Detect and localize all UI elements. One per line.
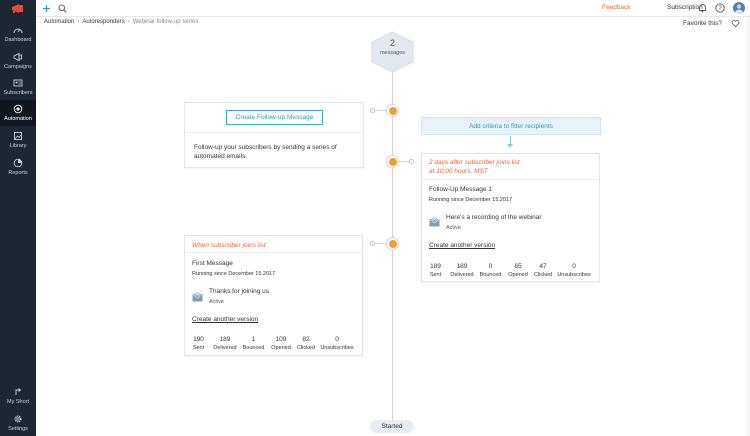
stat-label: Clicked — [296, 345, 316, 351]
message-active-badge: Active — [446, 225, 461, 231]
heart-icon[interactable] — [731, 19, 740, 28]
connector-ring — [370, 241, 375, 246]
stat-label: Opened — [271, 345, 291, 351]
stat-label: Sent — [192, 345, 205, 351]
create-followup-button[interactable]: Create Follow-up Message — [226, 110, 323, 125]
svg-text:?: ? — [718, 6, 722, 13]
message-status: Running since December 15,2017 — [429, 197, 513, 203]
stat-number: 82 — [302, 336, 310, 343]
breadcrumb-autoresponders[interactable]: Autoresponders — [82, 19, 125, 25]
stat-label: Bounced — [479, 272, 502, 278]
email-template-icon — [192, 292, 203, 302]
stat-number: 189 — [219, 336, 231, 343]
message-stats — [428, 263, 593, 278]
sidebar-item-dashboard[interactable] — [0, 21, 36, 47]
stat-clicked — [296, 336, 316, 351]
sidebar — [0, 0, 36, 436]
bell-icon[interactable] — [696, 2, 708, 14]
condition-line-1: 2 days after subscriber joins list — [429, 159, 520, 166]
stat-label: Delivered — [213, 345, 237, 351]
breadcrumb-automation[interactable]: Automation — [44, 19, 75, 25]
favorite-label: Favorite this? — [683, 20, 723, 27]
sidebar-item-settings[interactable] — [0, 410, 36, 436]
top-bar — [36, 0, 750, 17]
stat-clicked — [533, 263, 553, 278]
stat-label: Delivered — [450, 272, 474, 278]
message-count: 2 — [389, 38, 395, 48]
add-icon[interactable] — [40, 2, 52, 14]
stat-number: 189 — [430, 263, 441, 270]
logo[interactable] — [0, 0, 36, 17]
create-followup-card — [184, 102, 364, 168]
avatar[interactable] — [733, 2, 745, 14]
started-label: Started — [370, 420, 414, 433]
stat-label: Unsubscribes — [320, 345, 354, 351]
breadcrumb-current: Webinar follow-up series — [132, 19, 199, 25]
connector — [375, 110, 386, 111]
message-node-icon — [389, 158, 397, 166]
subscribers-icon — [13, 78, 23, 88]
message-node-icon — [389, 107, 397, 115]
stat-number: 47 — [539, 263, 547, 270]
sidebar-item-label: Dashboard — [4, 37, 32, 43]
stat-number: 0 — [335, 336, 339, 343]
condition-line-2: at 10:00 hours, MST — [429, 168, 488, 175]
stat-number: 190 — [193, 336, 204, 343]
sidebar-item-label: Settings — [8, 426, 28, 432]
create-another-version-link[interactable]: Create another version — [192, 316, 259, 323]
shortcut-icon — [13, 387, 23, 397]
stat-label: Opened — [508, 272, 528, 278]
search-icon[interactable] — [56, 2, 68, 14]
stat-delivered — [447, 263, 477, 278]
sidebar-item-label: My Short — [6, 399, 29, 405]
stat-label: Sent — [429, 272, 442, 278]
first-condition: When subscriber joins list — [192, 242, 266, 249]
dashboard-icon — [13, 25, 23, 35]
sidebar-item-reports[interactable] — [0, 154, 36, 180]
timeline-node[interactable] — [386, 104, 399, 117]
followup-message-card[interactable] — [421, 153, 600, 282]
megaphone-logo-icon — [11, 3, 25, 14]
connector — [375, 243, 386, 244]
sidebar-item-automation[interactable] — [0, 100, 36, 126]
stat-label: Unsubscribes — [557, 272, 591, 278]
stat-number: 65 — [514, 263, 522, 270]
timeline-node[interactable] — [386, 237, 399, 250]
arrow-down-icon — [507, 144, 513, 148]
sidebar-item-label: Reports — [8, 170, 28, 176]
breadcrumb-separator: › — [127, 19, 130, 25]
stat-label: Bounced — [242, 345, 265, 351]
megaphone-icon — [13, 52, 23, 62]
first-message-card[interactable] — [184, 235, 363, 356]
stat-bounced — [241, 336, 266, 351]
help-icon[interactable] — [714, 2, 726, 14]
stat-opened — [507, 263, 529, 278]
message-count-label: messages — [379, 50, 406, 56]
connector-ring — [409, 159, 414, 164]
subscription-link[interactable]: Subscription — [667, 4, 703, 11]
sidebar-item-label: Library — [9, 143, 27, 149]
sidebar-item-subscribers[interactable] — [0, 74, 36, 100]
breadcrumb — [44, 19, 198, 25]
email-template-icon — [429, 217, 440, 227]
feedback-link[interactable]: Feedback — [602, 4, 631, 11]
sidebar-item-library[interactable] — [0, 127, 36, 153]
stat-number: 0 — [572, 263, 576, 270]
breadcrumb-separator: › — [77, 19, 80, 25]
create-another-version-link[interactable]: Create another version — [429, 242, 496, 249]
stat-delivered — [210, 336, 240, 351]
reports-icon — [13, 158, 23, 168]
stat-number: 1 — [251, 336, 256, 343]
message-subject: Thanks for joining us — [209, 288, 269, 295]
scrollbar-track[interactable] — [746, 17, 750, 436]
sidebar-item-label: Campaigns — [4, 64, 32, 70]
stat-unsubscribes — [318, 336, 356, 351]
message-subject: Here's a recording of the webinar — [446, 214, 542, 221]
sidebar-item-my-short[interactable] — [0, 383, 36, 409]
sidebar-item-campaigns[interactable] — [0, 48, 36, 74]
timeline-node[interactable] — [386, 155, 399, 168]
message-status: Running since December 15,2017 — [192, 271, 276, 277]
stat-sent — [191, 336, 206, 351]
stat-sent — [428, 263, 443, 278]
intro-description: Follow-up your subscribers by sending a series of automated emails. — [194, 144, 337, 160]
automation-icon — [13, 104, 23, 114]
stat-number: 189 — [456, 263, 468, 270]
stat-label: Clicked — [533, 272, 553, 278]
gear-icon — [13, 414, 23, 424]
connector-ring — [370, 108, 375, 113]
library-icon — [13, 131, 23, 141]
message-title[interactable]: Follow-Up Message 1 — [429, 186, 492, 193]
message-active-badge: Active — [209, 299, 224, 305]
add-criteria-button[interactable]: Add criteria to filter recipients — [421, 117, 601, 135]
stat-bounced — [478, 263, 503, 278]
stat-unsubscribes — [555, 263, 593, 278]
connector — [399, 161, 409, 162]
message-title[interactable]: First Message — [192, 260, 233, 267]
sidebar-item-label: Automation — [4, 116, 32, 122]
followup-condition — [429, 158, 520, 176]
message-stats — [191, 336, 356, 351]
stat-opened — [270, 336, 292, 351]
stat-number: 0 — [488, 263, 493, 270]
sidebar-item-label: Subscribers — [3, 90, 33, 96]
stat-number: 109 — [275, 336, 287, 343]
message-node-icon — [389, 240, 397, 248]
